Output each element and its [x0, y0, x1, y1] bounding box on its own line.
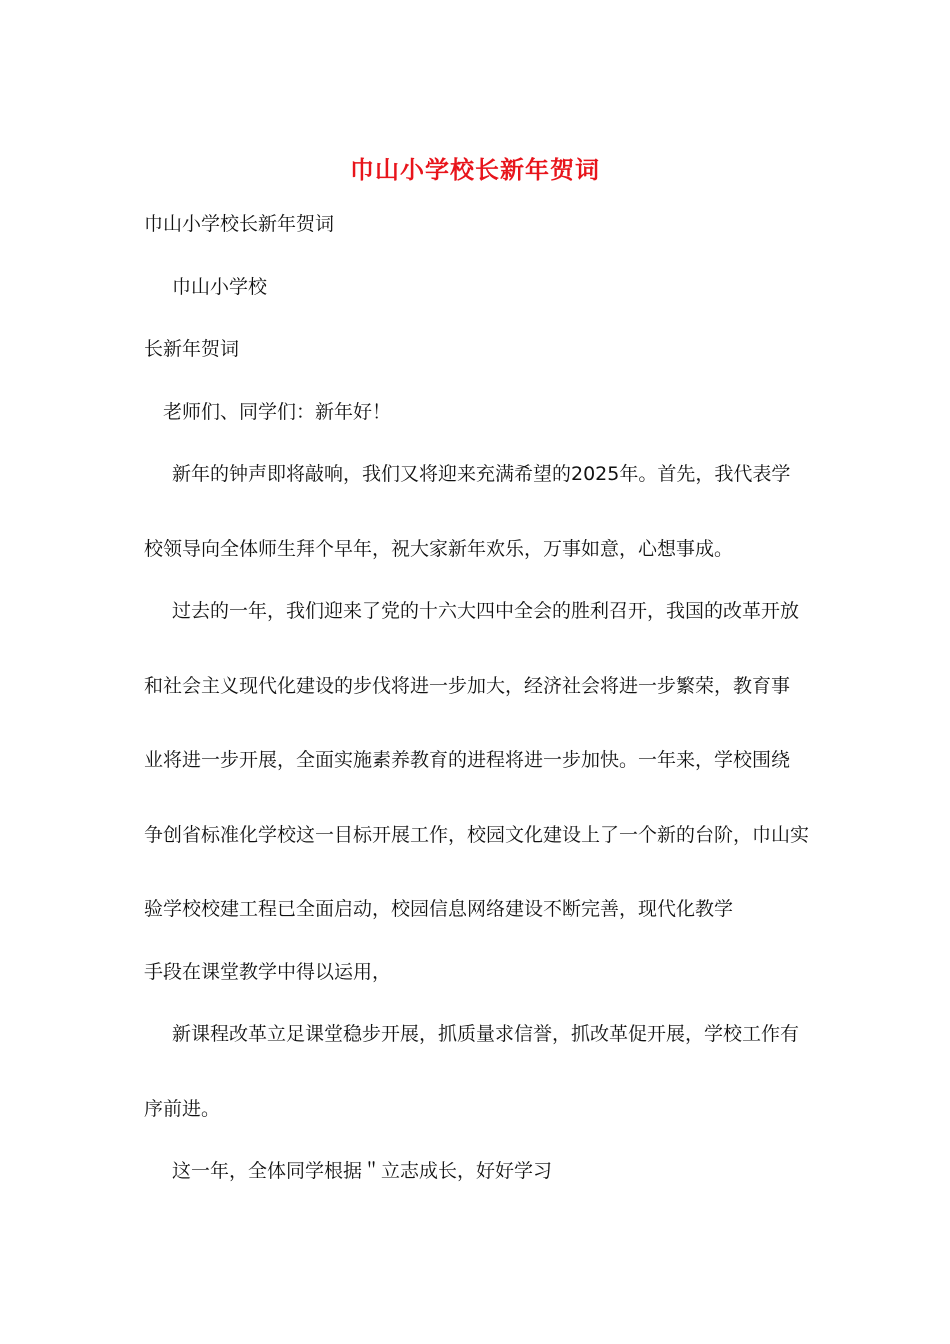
school-name-line: 巾山小学校: [172, 276, 268, 298]
paragraph-line: 验学校校建工程已全面启动，校园信息网络建设不断完善，现代化教学: [144, 898, 734, 920]
document-title: 巾山小学校长新年贺词: [350, 155, 600, 184]
paragraph-line: 争创省标准化学校这一目标开展工作，校园文化建设上了一个新的台阶，巾山实: [144, 824, 810, 846]
paragraph-line: 过去的一年，我们迎来了党的十六大四中全会的胜利召开，我国的改革开放: [172, 600, 800, 622]
greeting-line: 老师们、同学们：新年好！: [163, 401, 392, 423]
paragraph-line: 和社会主义现代化建设的步伐将进一步加大，经济社会将进一步繁荣，教育事: [144, 675, 791, 697]
paragraph-line: 这一年，全体同学根据＂立志成长，好好学习: [172, 1160, 553, 1182]
subtitle-line: 巾山小学校长新年贺词: [144, 213, 335, 235]
heading-continuation-line: 长新年贺词: [144, 338, 240, 360]
paragraph-line: 业将进一步开展，全面实施素养教育的进程将进一步加快。一年来，学校围绕: [144, 749, 791, 771]
paragraph-line: 序前进。: [144, 1098, 221, 1120]
paragraph-line: 新年的钟声即将敲响，我们又将迎来充满希望的2025年。首先，我代表学: [172, 463, 791, 485]
paragraph-line: 新课程改革立足课堂稳步开展，抓质量求信誉，抓改革促开展，学校工作有: [172, 1023, 800, 1045]
paragraph-line: 校领导向全体师生拜个早年，祝大家新年欢乐，万事如意，心想事成。: [144, 538, 734, 560]
paragraph-line: 手段在课堂教学中得以运用，: [144, 961, 392, 983]
